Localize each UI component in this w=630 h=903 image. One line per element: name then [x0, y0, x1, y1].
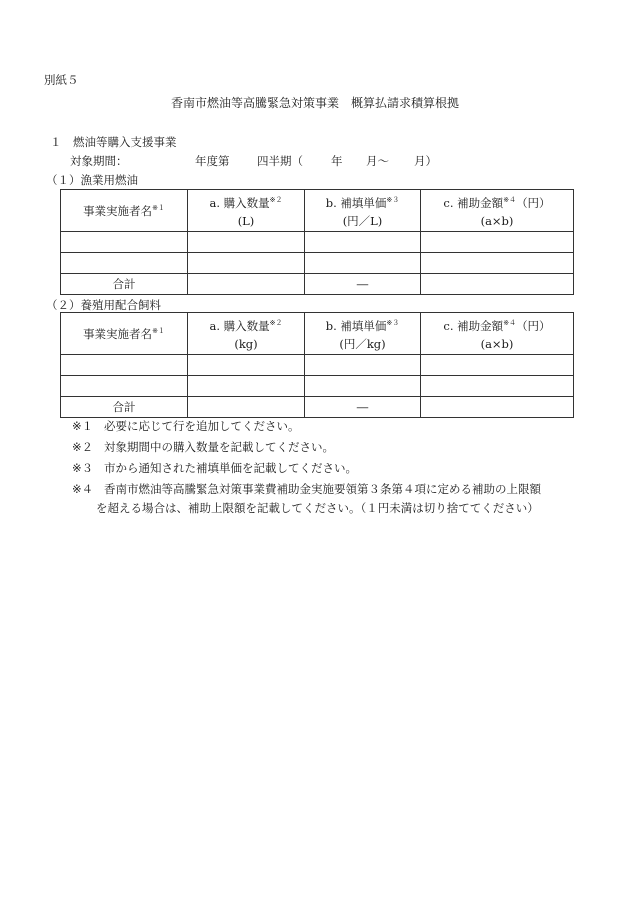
header-subsidy-amount: c. 補助金額$^{※4}$（円） (a×b): [421, 190, 574, 232]
table-cell[interactable]: [188, 355, 305, 376]
fishery-fuel-table: [60, 189, 574, 295]
table-cell[interactable]: [421, 232, 574, 253]
header-purchase-quantity: a. 購入数量$^{※2}$ (kg): [188, 313, 305, 355]
header-unit-price: b. 補填単価$^{※3}$ (円／kg): [305, 313, 421, 355]
header-purchase-quantity: a. 購入数量$^{※2}$ (L): [188, 190, 305, 232]
total-label: 合計: [61, 274, 188, 295]
period-month-to: 月）: [414, 154, 437, 168]
note-4-continuation: を超える場合は、補助上限額を記載してください。（１円未満は切り捨ててください）: [96, 501, 539, 515]
table-cell[interactable]: [421, 355, 574, 376]
table-header-row: [61, 190, 574, 232]
table-row: [61, 253, 574, 274]
header-operator-name: 事業実施者名$^{※1}$: [61, 190, 188, 232]
section-heading: １ 燃油等購入支援事業: [50, 135, 177, 149]
period-label: 対象期間：: [70, 154, 128, 168]
table-row: [61, 232, 574, 253]
table-cell[interactable]: [188, 376, 305, 397]
table-cell[interactable]: [421, 376, 574, 397]
table-cell[interactable]: [61, 376, 188, 397]
table-total-row: [61, 397, 574, 418]
period-fiscal-year: 年度第: [195, 154, 230, 168]
table-cell[interactable]: [188, 397, 305, 418]
table-cell[interactable]: [305, 355, 421, 376]
table-total-row: [61, 274, 574, 295]
table-cell[interactable]: [61, 355, 188, 376]
total-label: 合計: [61, 397, 188, 418]
table1-caption: （１）漁業用燃油: [46, 173, 138, 187]
header-operator-name: 事業実施者名$^{※1}$: [61, 313, 188, 355]
note-1: ※１ 必要に応じて行を追加してください。: [72, 419, 300, 433]
note-3: ※３ 市から通知された補填単価を記載してください。: [72, 461, 357, 475]
table-cell[interactable]: [188, 232, 305, 253]
period-quarter: 四半期（: [257, 154, 303, 168]
table-row: [61, 376, 574, 397]
table2-caption: （２）養殖用配合飼料: [46, 298, 161, 312]
table-cell[interactable]: [188, 253, 305, 274]
header-unit-price: b. 補填単価$^{※3}$ (円／L): [305, 190, 421, 232]
table-cell[interactable]: [305, 376, 421, 397]
table-cell[interactable]: [421, 253, 574, 274]
table-cell[interactable]: [421, 274, 574, 295]
table-cell[interactable]: [421, 397, 574, 418]
aquaculture-feed-table: [60, 312, 574, 418]
note-2: ※２ 対象期間中の購入数量を記載してください。: [72, 440, 334, 454]
document-title: 香南市燃油等高騰緊急対策事業 概算払請求積算根拠: [170, 96, 459, 110]
table-header-row: [61, 313, 574, 355]
table-cell[interactable]: [61, 253, 188, 274]
total-dash: ―: [305, 397, 421, 418]
table-cell[interactable]: [305, 232, 421, 253]
period-year: 年: [331, 154, 343, 168]
table-row: [61, 355, 574, 376]
document-label: 別紙５: [44, 73, 79, 87]
period-month-from: 月～: [366, 154, 389, 168]
header-subsidy-amount: c. 補助金額$^{※4}$（円） (a×b): [421, 313, 574, 355]
table-cell[interactable]: [61, 232, 188, 253]
table-cell[interactable]: [188, 274, 305, 295]
table-cell[interactable]: [305, 253, 421, 274]
note-4: ※４ 香南市燃油等高騰緊急対策事業費補助金実施要領第３条第４項に定める補助の上限額: [72, 482, 541, 496]
total-dash: ―: [305, 274, 421, 295]
